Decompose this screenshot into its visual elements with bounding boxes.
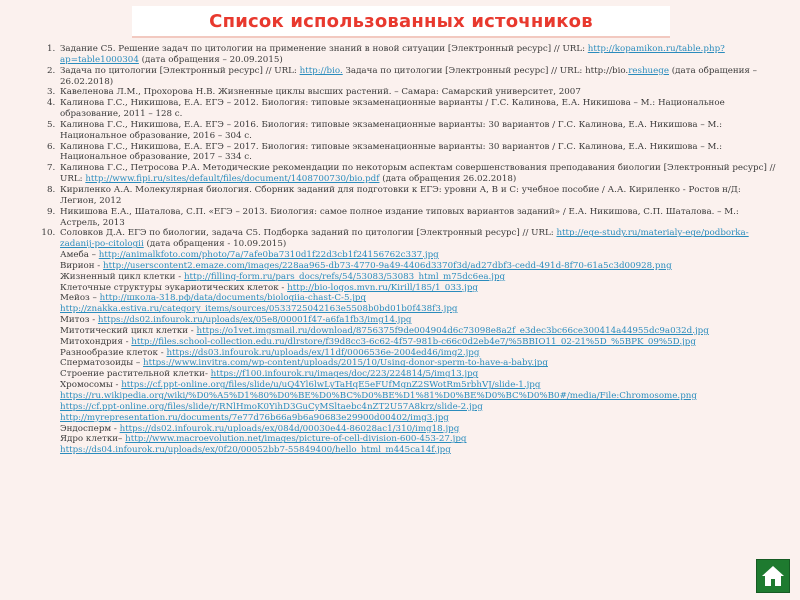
- reference-link[interactable]: https://ru.wikipedia.org/wiki/%D0%A5%D1%80%D0%BE%D0%BC%D0%BE%D1%81%D0%BE%D0%BC%D0%B0#/media/File:Chromosome.png: [60, 391, 697, 401]
- reference-item: [58, 185, 779, 207]
- page-title: Список использованных источников: [209, 10, 593, 32]
- image-source-item: [60, 293, 779, 304]
- reference-text: Эндосперм -: [60, 423, 120, 434]
- reference-link[interactable]: http://школа-318.рф/data/documents/biologiia-chast-C-5.jpg: [99, 293, 367, 304]
- reference-text: Никишова Е.А., Шаталова, С.П. «ЕГЭ – 2013. Биология: самое полное издание типовых вариантов заданий» / Е.А. Никишова, С.П. Шаталова. – М.: Астрель, 2013: [60, 206, 739, 228]
- reference-text: Сперматозоиды –: [60, 358, 144, 369]
- reference-item: [58, 120, 779, 142]
- reference-item: [58, 163, 779, 185]
- reference-text: Клеточные структуры эукариотических клеток -: [60, 282, 288, 293]
- reference-link[interactable]: https://cf.ppt-online.org/files/slide/r/RNlHmoK0YihD3GuCyMSltaebc4nZT2U57A8krz/slide-2.jpg: [60, 401, 483, 412]
- reference-item: [58, 228, 779, 250]
- reference-text: Мейоз –: [60, 293, 100, 304]
- image-source-item: [60, 337, 779, 348]
- reference-link[interactable]: http://bio-logos.mvn.ru/Kirill/185/1_033.jpg: [287, 282, 478, 293]
- reference-text: Калинова Г.С., Никишова, Е.А. ЕГЭ – 2012. Биология: типовые экзаменационные варианты / Г.С. Калинова, Е.А. Никишова – М.: Национальное образование, 2011 – 128 с.: [60, 98, 725, 120]
- reference-link[interactable]: https://o1vet.imgsmail.ru/download/8756375f9de004904d6c73098e8a2f_e3dec3bc66ce300414a44955dc9a032d.jpg: [196, 325, 709, 336]
- reference-text: Соловков Д.А. ЕГЭ по биологии, задача С5. Подборка заданий по цитологии [Электронный ресурс] // URL:: [60, 228, 557, 239]
- reference-item: [58, 98, 779, 120]
- reference-text: (дата обращения – 20.09.2015): [138, 54, 283, 65]
- image-source-item: [60, 413, 779, 424]
- reference-text: Хромосомы -: [60, 380, 122, 391]
- reference-text: Задача по цитологии [Электронный ресурс] // URL:: [60, 65, 300, 76]
- image-source-item: [60, 250, 779, 261]
- reference-link[interactable]: http://bio.: [299, 65, 343, 76]
- reference-link[interactable]: https://www.invitra.com/wp-content/uploads/2015/10/Using-donor-sperm-to-have-a-baby.jpg: [143, 358, 548, 369]
- image-source-item: [60, 391, 779, 402]
- reference-link[interactable]: http://znakka.estiva.ru/category_items/sources/0533725042163e5508b0bd01b0f438f3.jpg: [60, 304, 458, 315]
- image-source-item: [60, 402, 779, 413]
- reference-link[interactable]: https://f100.infourok.ru/images/doc/223/224814/5/img13.jpg: [210, 369, 479, 380]
- reference-link[interactable]: http://www.fipi.ru/sites/default/files/document/1408700730/bio.pdf: [85, 174, 380, 185]
- reference-link[interactable]: http://myrepresentation.ru/documents/7e77d76b66a9b6a90683e29900d00402/img3.jpg: [60, 412, 449, 423]
- home-icon: [760, 563, 786, 589]
- reference-text: Разнообразие клеток -: [60, 347, 167, 358]
- reference-item: [58, 142, 779, 164]
- reference-link[interactable]: https://ds02.infourok.ru/uploads/ex/05e8/00001f47-a6fa1fb3/img14.jpg: [97, 315, 412, 326]
- image-source-item: [60, 369, 779, 380]
- reference-link[interactable]: https://cf.ppt-online.org/files/slide/u/uQ4Yl6lwLyTaHqE5eFUfMgnZ2SWotRm5rbhVJ/slide-1.jpg: [121, 380, 541, 391]
- reference-link[interactable]: reshuege: [628, 65, 669, 76]
- image-source-item: [60, 315, 779, 326]
- image-source-item: [60, 304, 779, 315]
- reference-item: [58, 44, 779, 66]
- image-source-item: [60, 434, 779, 445]
- reference-link[interactable]: https://ds04.infourok.ru/uploads/ex/0f20/00052bb7-55849400/hello_html_m445ca14f.jpg: [60, 445, 451, 456]
- reference-text: Митохондрия -: [60, 336, 132, 347]
- reference-link[interactable]: http://files.school-collection.edu.ru/dlrstore/f39d8cc3-6c62-4f57-981b-c66c0d2eb4e7/%5BBIO11_02-21%5D_%5BPK_09%5D.jpg: [131, 336, 696, 347]
- reference-text: (дата обращения - 10.09.2015): [143, 239, 287, 250]
- reference-text: Калинова Г.С., Петросова Р.А. Методические рекомендации по некоторым аспектам совершенствования преподавания биологии [Электронный ресурс] // URL:: [60, 163, 776, 185]
- image-source-item: [60, 283, 779, 294]
- image-source-item: [60, 261, 779, 272]
- reference-item: [58, 66, 779, 88]
- image-source-item: [60, 380, 779, 391]
- references-content: [44, 44, 779, 549]
- reference-text: Митоз -: [60, 315, 98, 326]
- reference-text: Митотический цикл клетки -: [60, 325, 197, 336]
- reference-link[interactable]: http://ege-study.ru/materialy-ege/podborka-zadanij-po-citologii: [60, 228, 749, 250]
- reference-link[interactable]: https://ds02.infourok.ru/uploads/ex/084d/00030e44-86028ac1/310/img18.jpg: [119, 423, 460, 434]
- image-source-item: [60, 272, 779, 283]
- reference-text: Жизненный цикл клетки -: [60, 271, 184, 282]
- reference-link[interactable]: https://ds03.infourok.ru/uploads/ex/11df/0006536e-2004ed46/img2.jpg: [166, 347, 480, 358]
- image-source-item: [60, 424, 779, 435]
- reference-text: Калинова Г.С., Никишова, Е.А. ЕГЭ – 2017. Биология: типовые экзаменационные варианты: 30 вариантов / Г.С. Калинова, Е.А. Никишова – М.: Национальное образование, 2017 – 334 с.: [60, 141, 723, 163]
- title-bar: [132, 6, 670, 38]
- image-source-item: [60, 445, 779, 456]
- reference-item: [58, 207, 779, 229]
- image-source-item: [60, 348, 779, 359]
- references-list: [44, 44, 779, 250]
- reference-text: Строение растительной клетки-: [60, 369, 211, 380]
- image-source-item: [60, 358, 779, 369]
- reference-text: Кавеленова Л.М., Прохорова Н.В. Жизненные циклы высших растений. – Самара: Самарский университет, 2007: [60, 87, 581, 98]
- reference-link[interactable]: http://www.macroevolution.net/images/picture-of-cell-division-600-453-27.jpg: [125, 434, 467, 445]
- reference-text: Калинова Г.С., Никишова, Е.А. ЕГЭ – 2016. Биология: типовые экзаменационные варианты: 30 вариантов / Г.С. Калинова, Е.А. Никишова – М.: Национальное образование, 2016 – 304 с.: [60, 119, 723, 141]
- reference-text: Ядро клетки–: [60, 434, 126, 445]
- reference-text: (дата обращения – 26.02.2018): [60, 65, 757, 87]
- reference-text: Задание С5. Решение задач по цитологии на применение знаний в новой ситуации [Электронный ресурс] // URL:: [60, 44, 588, 54]
- reference-link[interactable]: http://animalkfoto.com/photo/7a/7afe0ba7310d1f22d3cb1f24156762c337.jpg: [98, 250, 439, 261]
- reference-text: (дата обращения 26.02.2018): [379, 174, 517, 185]
- reference-text: Амеба –: [60, 250, 99, 261]
- image-sources-list: [44, 250, 779, 456]
- reference-text: Кириленко А.А. Молекулярная биология. Сборник заданий для подготовки к ЕГЭ: уровни А, В и С: учебное пособие / А.А. Кириленко - Ростов н/Д: Легион, 2012: [60, 184, 741, 206]
- image-source-item: [60, 326, 779, 337]
- reference-link[interactable]: http://userscontent2.emaze.com/images/228aa965-db73-4770-9a49-4406d3370f3d/ad27dbf3-cedd-491d-8f70-61a5c3d00928.png: [103, 260, 672, 271]
- reference-text: Задача по цитологии [Электронный ресурс] // URL: http://bio.: [342, 65, 629, 76]
- reference-item: [58, 87, 779, 98]
- home-button[interactable]: [756, 559, 790, 593]
- reference-link[interactable]: http://kopamikon.ru/table.php?ap=table1000304: [60, 44, 725, 65]
- reference-text: Вирион -: [60, 260, 104, 271]
- reference-link[interactable]: http://filling-form.ru/pars_docs/refs/54/53083/53083_html_m75dc6ea.jpg: [183, 271, 506, 282]
